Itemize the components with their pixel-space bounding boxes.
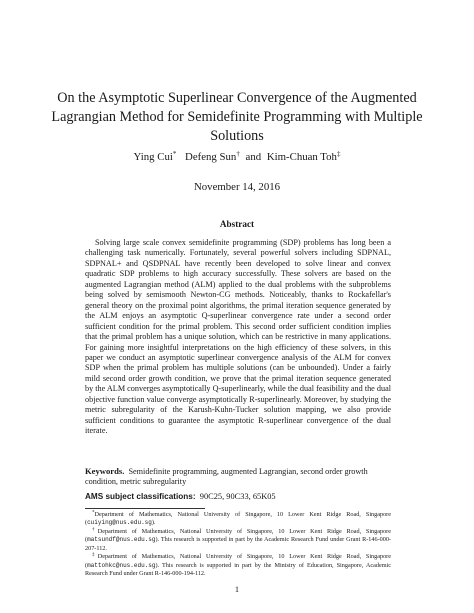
footnote-toh [85, 553, 391, 578]
ams-label: AMS subject classifications: [85, 492, 196, 501]
author-name: Kim-Chuan Toh [266, 151, 337, 163]
author-toh [267, 151, 341, 163]
email-link[interactable]: cuiying@nus.edu.sg [87, 519, 152, 527]
paper-date: November 14, 2016 [193, 181, 281, 193]
footnote-cui [85, 511, 391, 528]
ams-codes: 90C25, 90C33, 65K05 [199, 492, 276, 501]
abstract-body: Solving large scale convex semidefinite programming (SDP) problems has long been a challenging task numerically. Fortunately, several powerful solvers including SDPNAL, SDPNAL+ and QSDPNAL have recently been developed to solve linear and convex quadratic SDP problems to high accuracy successfully. These solvers are based on the augmented Lagrangian method (ALM) applied to the dual problems with the subproblems being solved by semismooth Newton-CG methods. Noticeably, thanks to Rockafellar's general theory on the proximal point algorithms, the primal iteration sequence generated by the ALM enjoys an asymptotic Q-superlinear convergence rate under a second order sufficient condition for the primal problem. This second order sufficient condition implies that the primal problem has a unique solution, which can be restrictive in many applications. For gaining more insightful interpretations on the high efficiency of these solvers, in this paper we conduct an asymptotic superlinear convergence analysis of the ALM for convex SDP when the primal problem has multiple solutions (can be unbounded). Under a fairly mild second order growth condition, we prove that the primal iteration sequence generated by the ALM converges asymptotically Q-superlinearly, while the dual feasibility and the dual objective function value converge asymptotically R-superlinearly. Moreover, by studying the metric subregularity of the Karush-Kuhn-Tucker solution mapping, we also provide sufficient conditions to guarantee the asymptotic R-superlinear convergence of the dual iterate. [85, 238, 391, 436]
footnote-text: Department of Mathematics, National University of Singapore, 10 Lower Kent Ridge Road, Singapore ( [85, 528, 391, 544]
author-name: Ying Cui [133, 151, 173, 163]
footnote-text: ). [151, 519, 156, 527]
footnote-mark: * [172, 150, 177, 158]
email-link[interactable]: mattohkc@nus.edu.sg [87, 561, 156, 569]
author-conjunction: and [245, 151, 262, 163]
footnote-mark: ‡ [336, 150, 341, 158]
footnote-sun [85, 528, 391, 553]
footnote-text: Department of Mathematics, National University of Singapore, 10 Lower Kent Ridge Road, Singapore ( [85, 511, 391, 527]
footnote-mark: † [236, 150, 240, 158]
keywords-text: Semidefinite programming, augmented Lagrangian, second order growth condition, metric subregularity [85, 467, 368, 487]
footnote-mark: ‡ [92, 552, 98, 558]
keywords [85, 466, 391, 488]
author-list [0, 150, 474, 164]
paper-title: On the Asymptotic Superlinear Convergence of the Augmented Lagrangian Method for Semidefinite Programming with Multiple Solutions [51, 90, 423, 144]
footnote-mark: * [92, 510, 95, 516]
footnote-text: Department of Mathematics, National University of Singapore, 10 Lower Kent Ridge Road, Singapore ( [85, 553, 391, 569]
footnote-divider [85, 508, 205, 509]
footnote-text: ). This research is supported in part by the Ministry of Education, Singapore, Academic Research Fund under Grant R-146-000-194-112. [85, 561, 391, 578]
footnote-mark: † [92, 527, 98, 533]
ams-classifications [85, 491, 391, 502]
author-sun [185, 151, 240, 163]
author-cui [134, 151, 177, 163]
page-number: 1 [234, 585, 240, 594]
email-link[interactable]: matsundf@nus.edu.sg [87, 536, 156, 544]
author-name: Defeng Sun [185, 151, 237, 163]
footnotes [85, 511, 391, 579]
keywords-label: Keywords. [85, 466, 125, 476]
abstract-heading: Abstract [219, 219, 255, 229]
footnote-text: ). This research is supported in part by the Academic Research Fund under Grant R-146-000-207-112. [85, 536, 391, 552]
